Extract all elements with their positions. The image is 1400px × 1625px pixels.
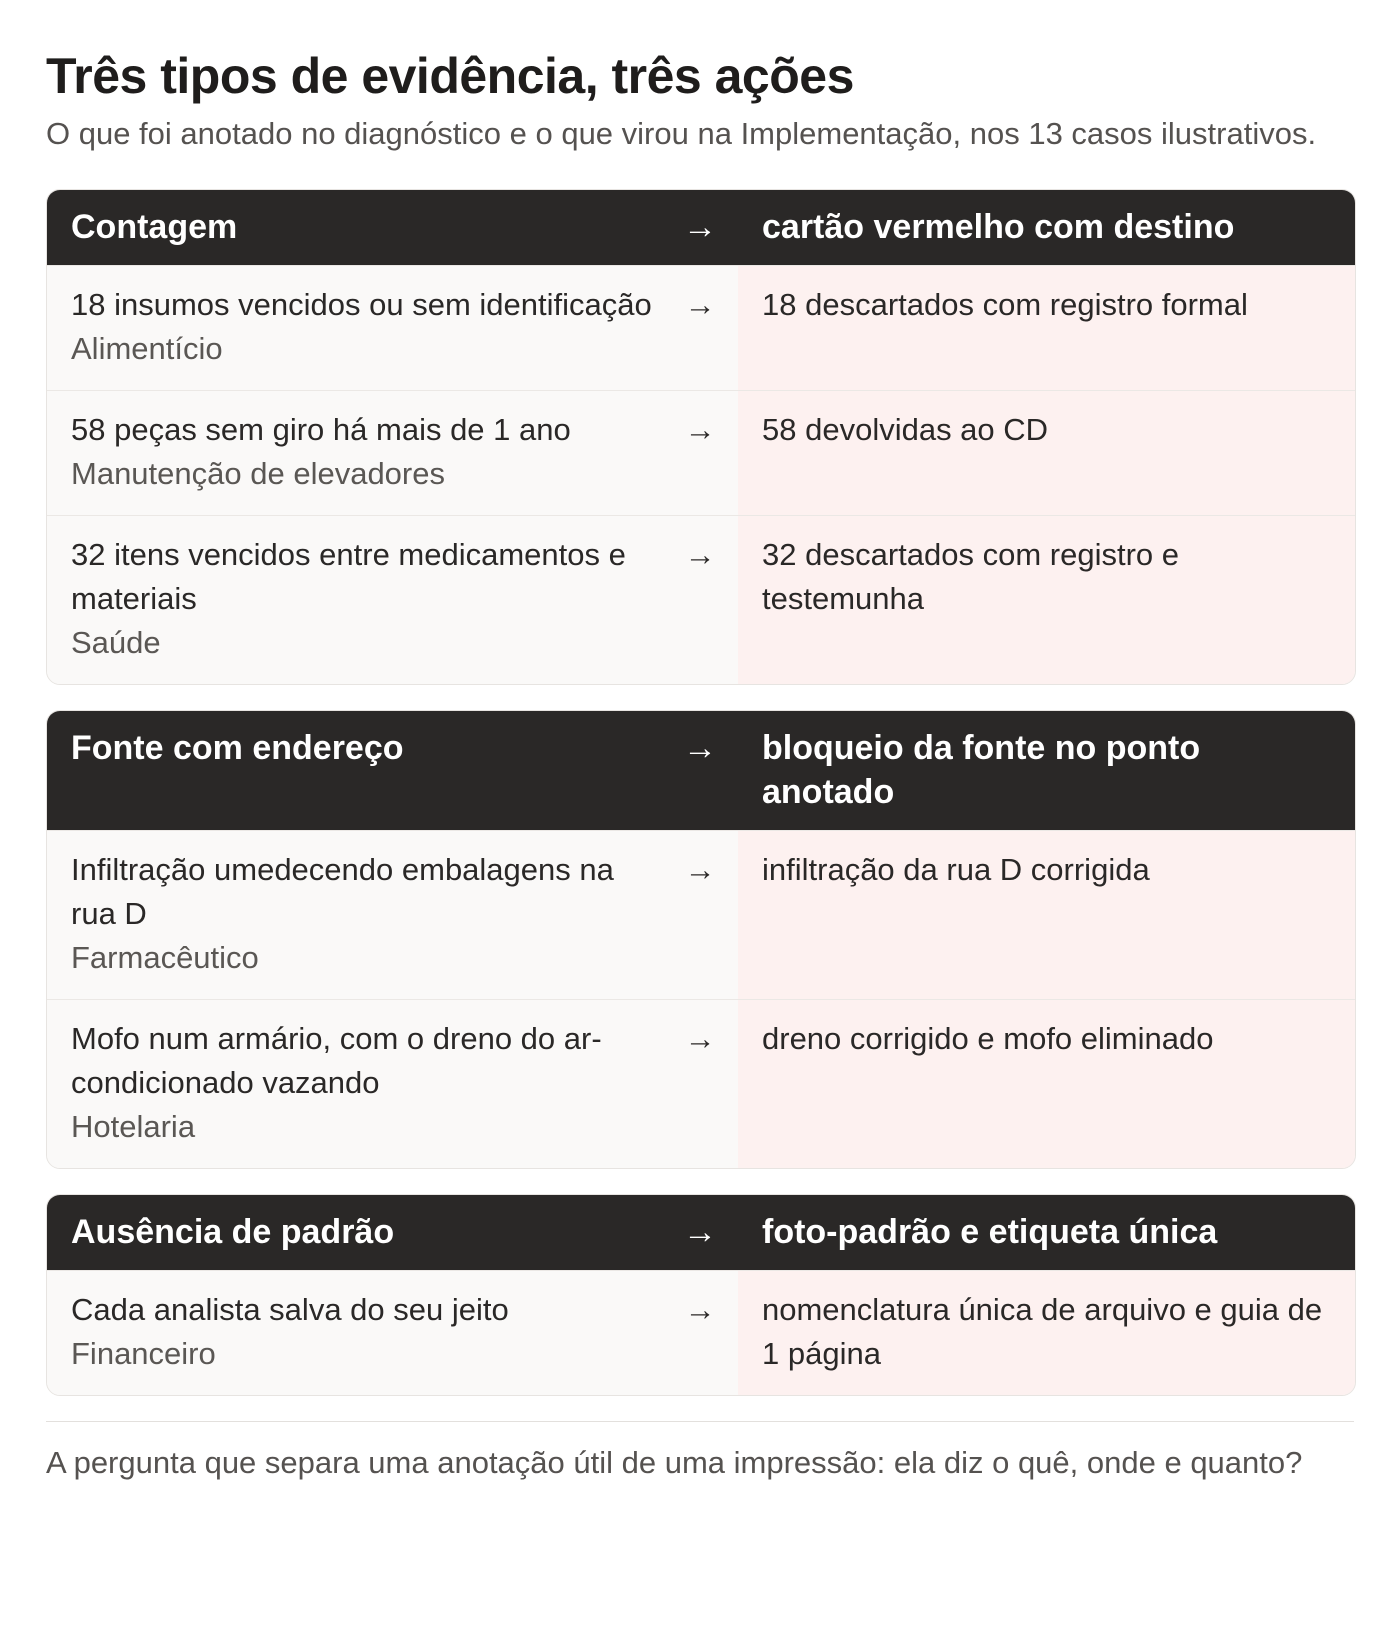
arrow-icon: → — [683, 208, 717, 246]
case-row — [47, 515, 1355, 684]
page-subtitle: O que foi anotado no diagnóstico e o que virou na Implementação, nos 13 casos ilustrativos. — [46, 116, 1317, 151]
action-type: foto-padrão e etiqueta única — [762, 1213, 1218, 1251]
page-title: Três tipos de evidência, três ações — [46, 48, 854, 104]
arrow-icon: → — [662, 516, 738, 684]
card-header — [47, 711, 1355, 830]
evidence-type: Contagem — [71, 208, 238, 246]
case-finding-cell — [47, 1000, 662, 1168]
case-finding: 18 insumos vencidos ou sem identificação — [71, 287, 652, 322]
case-finding: Mofo num armário, com o dreno do ar-condicionado vazando — [71, 1021, 602, 1100]
case-row — [47, 390, 1355, 515]
evidence-type: Fonte com endereço — [71, 729, 404, 767]
case-row — [47, 265, 1355, 390]
evidence-cards — [46, 189, 1354, 1396]
case-result: 32 descartados com registro e testemunha — [738, 516, 1355, 684]
card-header — [47, 190, 1355, 265]
arrow-icon: → — [662, 1271, 738, 1395]
arrow-icon: → — [662, 1000, 738, 1168]
case-sector: Alimentício — [71, 331, 223, 366]
case-finding: 58 peças sem giro há mais de 1 ano — [71, 412, 571, 447]
case-sector: Manutenção de elevadores — [71, 456, 445, 491]
case-result: 18 descartados com registro formal — [738, 266, 1355, 390]
footer-question: A pergunta que separa uma anotação útil de uma impressão: ela diz o quê, onde e quanto? — [46, 1445, 1303, 1480]
case-sector: Hotelaria — [71, 1109, 196, 1144]
case-result: dreno corrigido e mofo eliminado — [738, 1000, 1355, 1168]
arrow-icon: → — [662, 391, 738, 515]
evidence-card-contagem — [46, 189, 1356, 685]
evidence-card-fonte — [46, 710, 1356, 1169]
case-finding-cell — [47, 266, 662, 390]
case-sector: Financeiro — [71, 1336, 216, 1371]
case-finding-cell — [47, 1271, 662, 1395]
action-type: cartão vermelho com destino — [762, 208, 1235, 246]
case-finding: Cada analista salva do seu jeito — [71, 1292, 509, 1327]
footer-divider — [46, 1421, 1354, 1422]
arrow-icon: → — [683, 729, 717, 767]
case-sector: Saúde — [71, 625, 161, 660]
evidence-card-padrao — [46, 1194, 1356, 1396]
case-finding: 32 itens vencidos entre medicamentos e materiais — [71, 537, 626, 616]
case-row — [47, 1270, 1355, 1395]
arrow-icon: → — [662, 831, 738, 999]
case-row — [47, 830, 1355, 999]
arrow-icon: → — [683, 1213, 717, 1251]
case-result: 58 devolvidas ao CD — [738, 391, 1355, 515]
case-result: nomenclatura única de arquivo e guia de 1 página — [738, 1271, 1355, 1395]
case-result: infiltração da rua D corrigida — [738, 831, 1355, 999]
case-row — [47, 999, 1355, 1168]
card-header — [47, 1195, 1355, 1270]
arrow-icon: → — [662, 266, 738, 390]
case-finding: Infiltração umedecendo embalagens na rua D — [71, 852, 614, 931]
case-finding-cell — [47, 831, 662, 999]
case-finding-cell — [47, 516, 662, 684]
case-finding-cell — [47, 391, 662, 515]
action-type: bloqueio da fonte no ponto anotado — [762, 729, 1201, 811]
evidence-type: Ausência de padrão — [71, 1213, 395, 1251]
case-sector: Farmacêutico — [71, 940, 259, 975]
